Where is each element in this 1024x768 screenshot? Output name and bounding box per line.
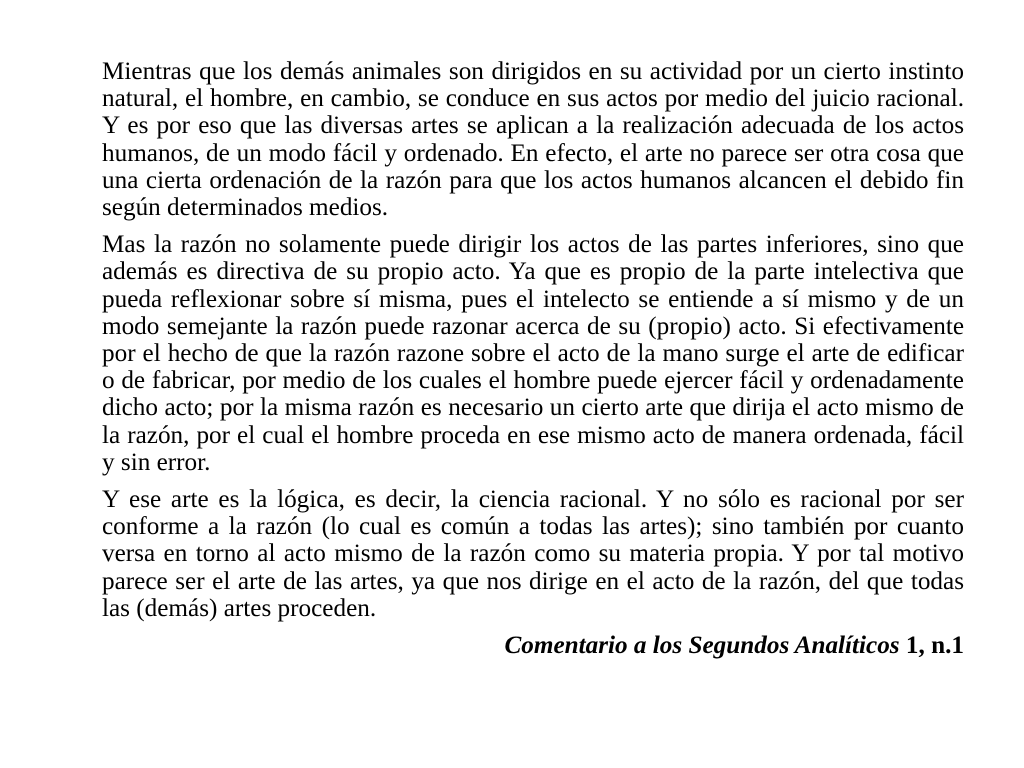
slide-content [102,58,964,660]
citation [102,632,964,660]
citation-work: Comentario a los Segundos Analíticos [504,632,900,660]
paragraph-2: Mas la razón no solamente puede dirigir los actos de las partes inferiores, sino que además es directiva de su propio acto. Ya que es propio de la parte intelectiva que pueda reflexionar sobre sí misma, pues el intelecto se entiende a sí mismo y de un modo semejante la razón puede razonar acerca de su (propio) acto. Si efectivamente por el hecho de que la razón razone sobre el acto de la mano surge el arte de edificar o de fabricar, por medio de los cuales el hombre puede ejercer fácil y ordenadamente dicho acto; por la misma razón es necesario un cierto arte que dirija el acto mismo de la razón, por el cual el hombre proceda en ese mismo acto de manera ordenada, fácil y sin error. [102,231,964,476]
paragraph-1: Mientras que los demás animales son dirigidos en su actividad por un cierto instinto natural, el hombre, en cambio, se conduce en sus actos por medio del juicio racional. Y es por eso que las diversas artes se aplican a la realización adecuada de los actos humanos, de un modo fácil y ordenado. En efecto, el arte no parece ser otra cosa que una cierta ordenación de la razón para que los actos humanos alcancen el debido fin según determinados medios. [102,58,964,222]
paragraph-3: Y ese arte es la lógica, es decir, la ciencia racional. Y no sólo es racional por ser conforme a la razón (lo cual es común a todas las artes); sino también por cuanto versa en torno al acto mismo de la razón como su materia propia. Y por tal motivo parece ser el arte de las artes, ya que nos dirige en el acto de la razón, del que todas las (demás) artes proceden. [102,486,964,622]
citation-reference: 1, n.1 [899,632,964,660]
